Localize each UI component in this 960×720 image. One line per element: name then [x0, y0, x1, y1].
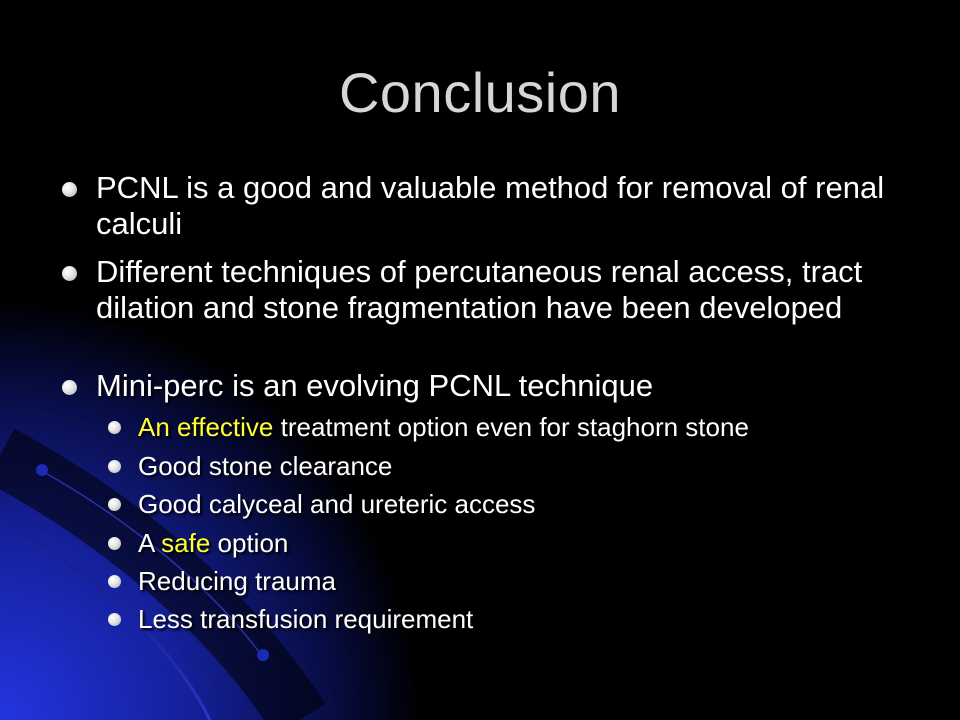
highlight-text: An effective [138, 412, 274, 442]
sub-bullet-icon [108, 421, 121, 434]
sub-bullet-text: Less transfusion requirement [138, 604, 474, 634]
sub-bullet-icon [108, 498, 121, 511]
sub-bullet-rest: treatment option even for staghorn stone [273, 412, 749, 442]
bullet-icon [62, 380, 77, 395]
bullet-icon [62, 266, 77, 281]
bullet-text: PCNL is a good and valuable method for removal of renal calculi [96, 170, 885, 241]
sub-bullet-prefix: A [138, 528, 162, 558]
bullet-text: Mini-perc is an evolving PCNL technique [96, 368, 654, 403]
sub-bullet-icon [108, 575, 121, 588]
sub-bullet-icon [108, 460, 121, 473]
bullet-text: Different techniques of percutaneous renal access, tract dilation and stone fragmentation have been developed [96, 254, 863, 325]
bullet-icon [62, 182, 77, 197]
sub-bullet-icon [108, 537, 121, 550]
sub-bullet-rest: option [210, 528, 289, 558]
sub-bullet-text [138, 411, 928, 443]
sub-bullet-text: Reducing trauma [138, 566, 336, 596]
highlight-text: safe [161, 528, 211, 558]
sub-bullet-text: Good stone clearance [138, 451, 393, 481]
sub-bullet-text [138, 527, 928, 559]
sub-bullet-text: Good calyceal and ureteric access [138, 489, 536, 519]
sub-bullet-icon [108, 613, 121, 626]
slide-title: Conclusion [338, 61, 622, 124]
